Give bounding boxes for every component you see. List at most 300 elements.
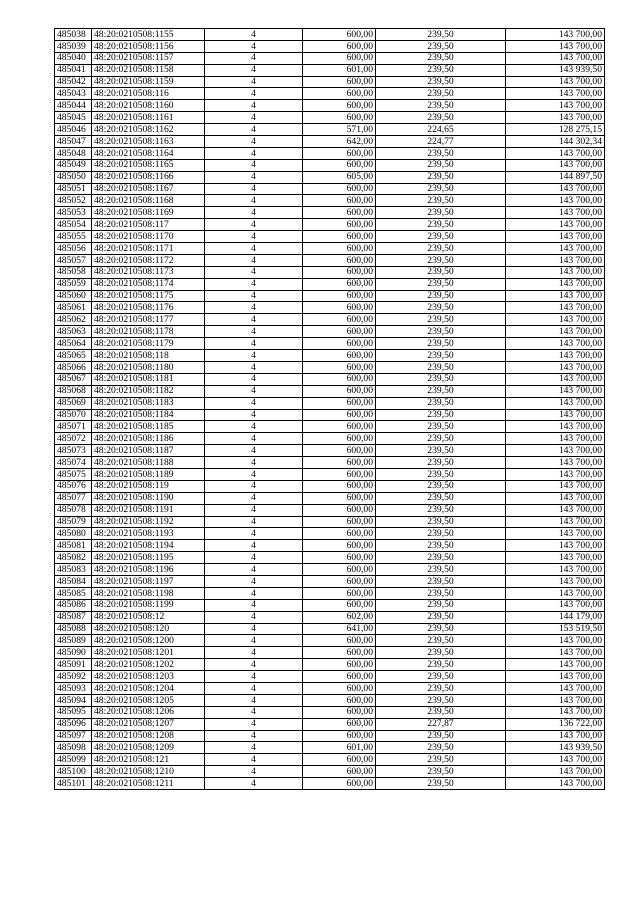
row-number-cell: 485101 — [55, 778, 92, 790]
price-cell: 239,50 — [376, 171, 506, 183]
row-number-cell: 485062 — [55, 314, 92, 326]
table-row — [55, 302, 605, 314]
table-row — [55, 671, 605, 683]
cadastral-number-cell: 48:20:0210508:1176 — [92, 302, 205, 314]
row-number-cell: 485086 — [55, 599, 92, 611]
total-cell: 143 700,00 — [506, 671, 605, 683]
price-cell: 239,50 — [376, 694, 506, 706]
price-cell: 239,50 — [376, 552, 506, 564]
row-number-cell: 485094 — [55, 694, 92, 706]
area-cell: 641,00 — [303, 623, 376, 635]
price-cell: 227,87 — [376, 718, 506, 730]
area-cell: 600,00 — [303, 219, 376, 231]
row-number-cell: 485079 — [55, 516, 92, 528]
total-cell: 143 700,00 — [506, 302, 605, 314]
group-cell: 4 — [205, 706, 303, 718]
row-number-cell: 485056 — [55, 243, 92, 255]
cadastral-number-cell: 48:20:0210508:1166 — [92, 171, 205, 183]
table-row — [55, 278, 605, 290]
total-cell: 143 700,00 — [506, 504, 605, 516]
area-cell: 600,00 — [303, 682, 376, 694]
area-cell: 600,00 — [303, 231, 376, 243]
row-number-cell: 485098 — [55, 742, 92, 754]
area-cell: 601,00 — [303, 742, 376, 754]
table-row — [55, 361, 605, 373]
group-cell: 4 — [205, 528, 303, 540]
group-cell: 4 — [205, 195, 303, 207]
cadastral-number-cell: 48:20:0210508:1194 — [92, 540, 205, 552]
group-cell: 4 — [205, 575, 303, 587]
total-cell: 143 700,00 — [506, 528, 605, 540]
table-row — [55, 564, 605, 576]
cadastral-number-cell: 48:20:0210508:1210 — [92, 766, 205, 778]
table-row — [55, 159, 605, 171]
group-cell: 4 — [205, 278, 303, 290]
area-cell: 605,00 — [303, 171, 376, 183]
total-cell: 143 700,00 — [506, 219, 605, 231]
area-cell: 600,00 — [303, 575, 376, 587]
area-cell: 602,00 — [303, 611, 376, 623]
cadastral-number-cell: 48:20:0210508:1201 — [92, 647, 205, 659]
row-number-cell: 485038 — [55, 29, 92, 41]
cadastral-number-cell: 48:20:0210508:116 — [92, 88, 205, 100]
price-cell: 239,50 — [376, 516, 506, 528]
total-cell: 143 700,00 — [506, 100, 605, 112]
table-row — [55, 492, 605, 504]
row-number-cell: 485082 — [55, 552, 92, 564]
group-cell: 4 — [205, 647, 303, 659]
price-cell: 239,50 — [376, 147, 506, 159]
table-row — [55, 766, 605, 778]
row-number-cell: 485095 — [55, 706, 92, 718]
group-cell: 4 — [205, 587, 303, 599]
table-row — [55, 504, 605, 516]
area-cell: 600,00 — [303, 88, 376, 100]
group-cell: 4 — [205, 742, 303, 754]
row-number-cell: 485059 — [55, 278, 92, 290]
price-cell: 239,50 — [376, 635, 506, 647]
row-number-cell: 485078 — [55, 504, 92, 516]
data-table — [54, 28, 605, 790]
price-cell: 239,50 — [376, 587, 506, 599]
price-cell: 239,50 — [376, 742, 506, 754]
group-cell: 4 — [205, 183, 303, 195]
cadastral-number-cell: 48:20:0210508:1185 — [92, 421, 205, 433]
area-cell: 600,00 — [303, 433, 376, 445]
row-number-cell: 485070 — [55, 409, 92, 421]
area-cell: 600,00 — [303, 766, 376, 778]
row-number-cell: 485075 — [55, 468, 92, 480]
row-number-cell: 485067 — [55, 373, 92, 385]
row-number-cell: 485039 — [55, 40, 92, 52]
row-number-cell: 485054 — [55, 219, 92, 231]
total-cell: 143 700,00 — [506, 421, 605, 433]
price-cell: 239,50 — [376, 564, 506, 576]
table-row — [55, 682, 605, 694]
group-cell: 4 — [205, 159, 303, 171]
table-row — [55, 445, 605, 457]
group-cell: 4 — [205, 778, 303, 790]
row-number-cell: 485040 — [55, 52, 92, 64]
area-cell: 600,00 — [303, 266, 376, 278]
price-cell: 239,50 — [376, 338, 506, 350]
table-row — [55, 647, 605, 659]
price-cell: 239,50 — [376, 706, 506, 718]
group-cell: 4 — [205, 754, 303, 766]
total-cell: 143 939,50 — [506, 742, 605, 754]
cadastral-number-cell: 48:20:0210508:1184 — [92, 409, 205, 421]
total-cell: 143 700,00 — [506, 457, 605, 469]
price-cell: 239,50 — [376, 611, 506, 623]
total-cell: 143 700,00 — [506, 694, 605, 706]
group-cell: 4 — [205, 219, 303, 231]
row-number-cell: 485093 — [55, 682, 92, 694]
group-cell: 4 — [205, 397, 303, 409]
total-cell: 143 700,00 — [506, 575, 605, 587]
row-number-cell: 485073 — [55, 445, 92, 457]
table-row — [55, 29, 605, 41]
area-cell: 600,00 — [303, 599, 376, 611]
cadastral-number-cell: 48:20:0210508:1171 — [92, 243, 205, 255]
cadastral-number-cell: 48:20:0210508:1180 — [92, 361, 205, 373]
area-cell: 600,00 — [303, 29, 376, 41]
table-row — [55, 52, 605, 64]
row-number-cell: 485072 — [55, 433, 92, 445]
total-cell: 143 700,00 — [506, 433, 605, 445]
group-cell: 4 — [205, 29, 303, 41]
total-cell: 143 700,00 — [506, 682, 605, 694]
total-cell: 143 700,00 — [506, 397, 605, 409]
total-cell: 143 700,00 — [506, 373, 605, 385]
total-cell: 143 700,00 — [506, 326, 605, 338]
row-number-cell: 485096 — [55, 718, 92, 730]
cadastral-number-cell: 48:20:0210508:1172 — [92, 254, 205, 266]
table-row — [55, 575, 605, 587]
area-cell: 642,00 — [303, 136, 376, 148]
cadastral-number-cell: 48:20:0210508:1169 — [92, 207, 205, 219]
cadastral-number-cell: 48:20:0210508:1170 — [92, 231, 205, 243]
total-cell: 143 700,00 — [506, 314, 605, 326]
price-cell: 239,50 — [376, 599, 506, 611]
total-cell: 143 700,00 — [506, 552, 605, 564]
total-cell: 143 700,00 — [506, 516, 605, 528]
table-row — [55, 516, 605, 528]
cadastral-number-cell: 48:20:0210508:1167 — [92, 183, 205, 195]
cadastral-number-cell: 48:20:0210508:1204 — [92, 682, 205, 694]
total-cell: 143 700,00 — [506, 730, 605, 742]
total-cell: 143 700,00 — [506, 290, 605, 302]
table-row — [55, 112, 605, 124]
cadastral-number-cell: 48:20:0210508:1159 — [92, 76, 205, 88]
total-cell: 143 700,00 — [506, 778, 605, 790]
group-cell: 4 — [205, 302, 303, 314]
row-number-cell: 485069 — [55, 397, 92, 409]
total-cell: 143 700,00 — [506, 540, 605, 552]
table-row — [55, 314, 605, 326]
table-row — [55, 659, 605, 671]
group-cell: 4 — [205, 492, 303, 504]
table-row — [55, 64, 605, 76]
row-number-cell: 485083 — [55, 564, 92, 576]
row-number-cell: 485091 — [55, 659, 92, 671]
price-cell: 239,50 — [376, 350, 506, 362]
group-cell: 4 — [205, 433, 303, 445]
area-cell: 600,00 — [303, 564, 376, 576]
total-cell: 143 700,00 — [506, 659, 605, 671]
price-cell: 239,50 — [376, 659, 506, 671]
row-number-cell: 485066 — [55, 361, 92, 373]
cadastral-number-cell: 48:20:0210508:1197 — [92, 575, 205, 587]
table-row — [55, 754, 605, 766]
table-row — [55, 611, 605, 623]
price-cell: 239,50 — [376, 266, 506, 278]
total-cell: 143 700,00 — [506, 409, 605, 421]
area-cell: 600,00 — [303, 587, 376, 599]
table-row — [55, 433, 605, 445]
price-cell: 239,50 — [376, 409, 506, 421]
area-cell: 600,00 — [303, 100, 376, 112]
row-number-cell: 485100 — [55, 766, 92, 778]
row-number-cell: 485074 — [55, 457, 92, 469]
area-cell: 600,00 — [303, 516, 376, 528]
total-cell: 143 700,00 — [506, 231, 605, 243]
table-row — [55, 623, 605, 635]
area-cell: 600,00 — [303, 338, 376, 350]
area-cell: 600,00 — [303, 112, 376, 124]
price-cell: 239,50 — [376, 231, 506, 243]
table-row — [55, 183, 605, 195]
total-cell: 143 939,50 — [506, 64, 605, 76]
group-cell: 4 — [205, 445, 303, 457]
price-cell: 239,50 — [376, 76, 506, 88]
price-cell: 239,50 — [376, 361, 506, 373]
cadastral-number-cell: 48:20:0210508:1196 — [92, 564, 205, 576]
total-cell: 143 700,00 — [506, 278, 605, 290]
total-cell: 143 700,00 — [506, 468, 605, 480]
cadastral-number-cell: 48:20:0210508:1190 — [92, 492, 205, 504]
area-cell: 600,00 — [303, 718, 376, 730]
table-row — [55, 136, 605, 148]
row-number-cell: 485099 — [55, 754, 92, 766]
row-number-cell: 485043 — [55, 88, 92, 100]
cadastral-number-cell: 48:20:0210508:1200 — [92, 635, 205, 647]
row-number-cell: 485085 — [55, 587, 92, 599]
cadastral-number-cell: 48:20:0210508:1207 — [92, 718, 205, 730]
table-row — [55, 409, 605, 421]
area-cell: 571,00 — [303, 124, 376, 136]
row-number-cell: 485044 — [55, 100, 92, 112]
price-cell: 239,50 — [376, 278, 506, 290]
group-cell: 4 — [205, 516, 303, 528]
row-number-cell: 485052 — [55, 195, 92, 207]
total-cell: 144 897,50 — [506, 171, 605, 183]
cadastral-number-cell: 48:20:0210508:1193 — [92, 528, 205, 540]
group-cell: 4 — [205, 76, 303, 88]
table-row — [55, 88, 605, 100]
table-row — [55, 730, 605, 742]
cadastral-number-cell: 48:20:0210508:1191 — [92, 504, 205, 516]
row-number-cell: 485051 — [55, 183, 92, 195]
table-row — [55, 207, 605, 219]
area-cell: 600,00 — [303, 40, 376, 52]
row-number-cell: 485063 — [55, 326, 92, 338]
area-cell: 600,00 — [303, 385, 376, 397]
total-cell: 143 700,00 — [506, 564, 605, 576]
group-cell: 4 — [205, 350, 303, 362]
price-cell: 239,50 — [376, 468, 506, 480]
price-cell: 239,50 — [376, 623, 506, 635]
row-number-cell: 485047 — [55, 136, 92, 148]
group-cell: 4 — [205, 314, 303, 326]
total-cell: 153 519,50 — [506, 623, 605, 635]
table-row — [55, 338, 605, 350]
table-row — [55, 706, 605, 718]
total-cell: 143 700,00 — [506, 76, 605, 88]
row-number-cell: 485046 — [55, 124, 92, 136]
total-cell: 143 700,00 — [506, 647, 605, 659]
table-row — [55, 457, 605, 469]
cadastral-number-cell: 48:20:0210508:119 — [92, 480, 205, 492]
group-cell: 4 — [205, 730, 303, 742]
area-cell: 600,00 — [303, 290, 376, 302]
table-row — [55, 540, 605, 552]
group-cell: 4 — [205, 718, 303, 730]
row-number-cell: 485057 — [55, 254, 92, 266]
total-cell: 143 700,00 — [506, 254, 605, 266]
price-cell: 239,50 — [376, 540, 506, 552]
area-cell: 600,00 — [303, 754, 376, 766]
table-row — [55, 40, 605, 52]
group-cell: 4 — [205, 88, 303, 100]
total-cell: 143 700,00 — [506, 361, 605, 373]
total-cell: 143 700,00 — [506, 112, 605, 124]
table-row — [55, 350, 605, 362]
cadastral-number-cell: 48:20:0210508:1195 — [92, 552, 205, 564]
row-number-cell: 485050 — [55, 171, 92, 183]
area-cell: 600,00 — [303, 552, 376, 564]
group-cell: 4 — [205, 338, 303, 350]
group-cell: 4 — [205, 468, 303, 480]
cadastral-number-cell: 48:20:0210508:117 — [92, 219, 205, 231]
cadastral-number-cell: 48:20:0210508:1198 — [92, 587, 205, 599]
area-cell: 600,00 — [303, 778, 376, 790]
cadastral-number-cell: 48:20:0210508:1165 — [92, 159, 205, 171]
group-cell: 4 — [205, 231, 303, 243]
total-cell: 143 700,00 — [506, 88, 605, 100]
table-row — [55, 171, 605, 183]
price-cell: 239,50 — [376, 290, 506, 302]
table-row — [55, 742, 605, 754]
cadastral-number-cell: 48:20:0210508:1203 — [92, 671, 205, 683]
total-cell: 143 700,00 — [506, 350, 605, 362]
group-cell: 4 — [205, 504, 303, 516]
area-cell: 600,00 — [303, 540, 376, 552]
price-cell: 239,50 — [376, 492, 506, 504]
area-cell: 600,00 — [303, 694, 376, 706]
group-cell: 4 — [205, 682, 303, 694]
total-cell: 143 700,00 — [506, 587, 605, 599]
table-row — [55, 468, 605, 480]
price-cell: 224,77 — [376, 136, 506, 148]
cadastral-number-cell: 48:20:0210508:121 — [92, 754, 205, 766]
group-cell: 4 — [205, 694, 303, 706]
cadastral-number-cell: 48:20:0210508:120 — [92, 623, 205, 635]
row-number-cell: 485055 — [55, 231, 92, 243]
total-cell: 143 700,00 — [506, 599, 605, 611]
price-cell: 239,50 — [376, 397, 506, 409]
price-cell: 239,50 — [376, 682, 506, 694]
group-cell: 4 — [205, 171, 303, 183]
group-cell: 4 — [205, 623, 303, 635]
price-cell: 239,50 — [376, 112, 506, 124]
table-row — [55, 385, 605, 397]
price-cell: 239,50 — [376, 433, 506, 445]
group-cell: 4 — [205, 290, 303, 302]
total-cell: 143 700,00 — [506, 195, 605, 207]
table-row — [55, 195, 605, 207]
price-cell: 239,50 — [376, 445, 506, 457]
group-cell: 4 — [205, 599, 303, 611]
row-number-cell: 485049 — [55, 159, 92, 171]
table-row — [55, 76, 605, 88]
row-number-cell: 485041 — [55, 64, 92, 76]
row-number-cell: 485045 — [55, 112, 92, 124]
area-cell: 600,00 — [303, 207, 376, 219]
group-cell: 4 — [205, 409, 303, 421]
cadastral-number-cell: 48:20:0210508:1186 — [92, 433, 205, 445]
table-row — [55, 290, 605, 302]
cadastral-number-cell: 48:20:0210508:118 — [92, 350, 205, 362]
table-row — [55, 100, 605, 112]
area-cell: 600,00 — [303, 409, 376, 421]
price-cell: 239,50 — [376, 64, 506, 76]
group-cell: 4 — [205, 136, 303, 148]
row-number-cell: 485080 — [55, 528, 92, 540]
price-cell: 239,50 — [376, 29, 506, 41]
area-cell: 600,00 — [303, 159, 376, 171]
cadastral-number-cell: 48:20:0210508:1163 — [92, 136, 205, 148]
group-cell: 4 — [205, 326, 303, 338]
price-cell: 239,50 — [376, 373, 506, 385]
price-cell: 239,50 — [376, 100, 506, 112]
area-cell: 600,00 — [303, 492, 376, 504]
price-cell: 239,50 — [376, 754, 506, 766]
price-cell: 239,50 — [376, 504, 506, 516]
group-cell: 4 — [205, 457, 303, 469]
group-cell: 4 — [205, 124, 303, 136]
cadastral-number-cell: 48:20:0210508:1158 — [92, 64, 205, 76]
total-cell: 143 700,00 — [506, 754, 605, 766]
price-cell: 239,50 — [376, 314, 506, 326]
group-cell: 4 — [205, 100, 303, 112]
price-cell: 239,50 — [376, 302, 506, 314]
table-row — [55, 635, 605, 647]
total-cell: 143 700,00 — [506, 207, 605, 219]
area-cell: 600,00 — [303, 314, 376, 326]
price-cell: 239,50 — [376, 195, 506, 207]
area-cell: 600,00 — [303, 373, 376, 385]
total-cell: 136 722,00 — [506, 718, 605, 730]
total-cell: 143 700,00 — [506, 635, 605, 647]
table-row — [55, 480, 605, 492]
table-row — [55, 778, 605, 790]
cadastral-number-cell: 48:20:0210508:1179 — [92, 338, 205, 350]
group-cell: 4 — [205, 361, 303, 373]
price-cell: 239,50 — [376, 385, 506, 397]
area-cell: 600,00 — [303, 457, 376, 469]
total-cell: 143 700,00 — [506, 147, 605, 159]
row-number-cell: 485077 — [55, 492, 92, 504]
